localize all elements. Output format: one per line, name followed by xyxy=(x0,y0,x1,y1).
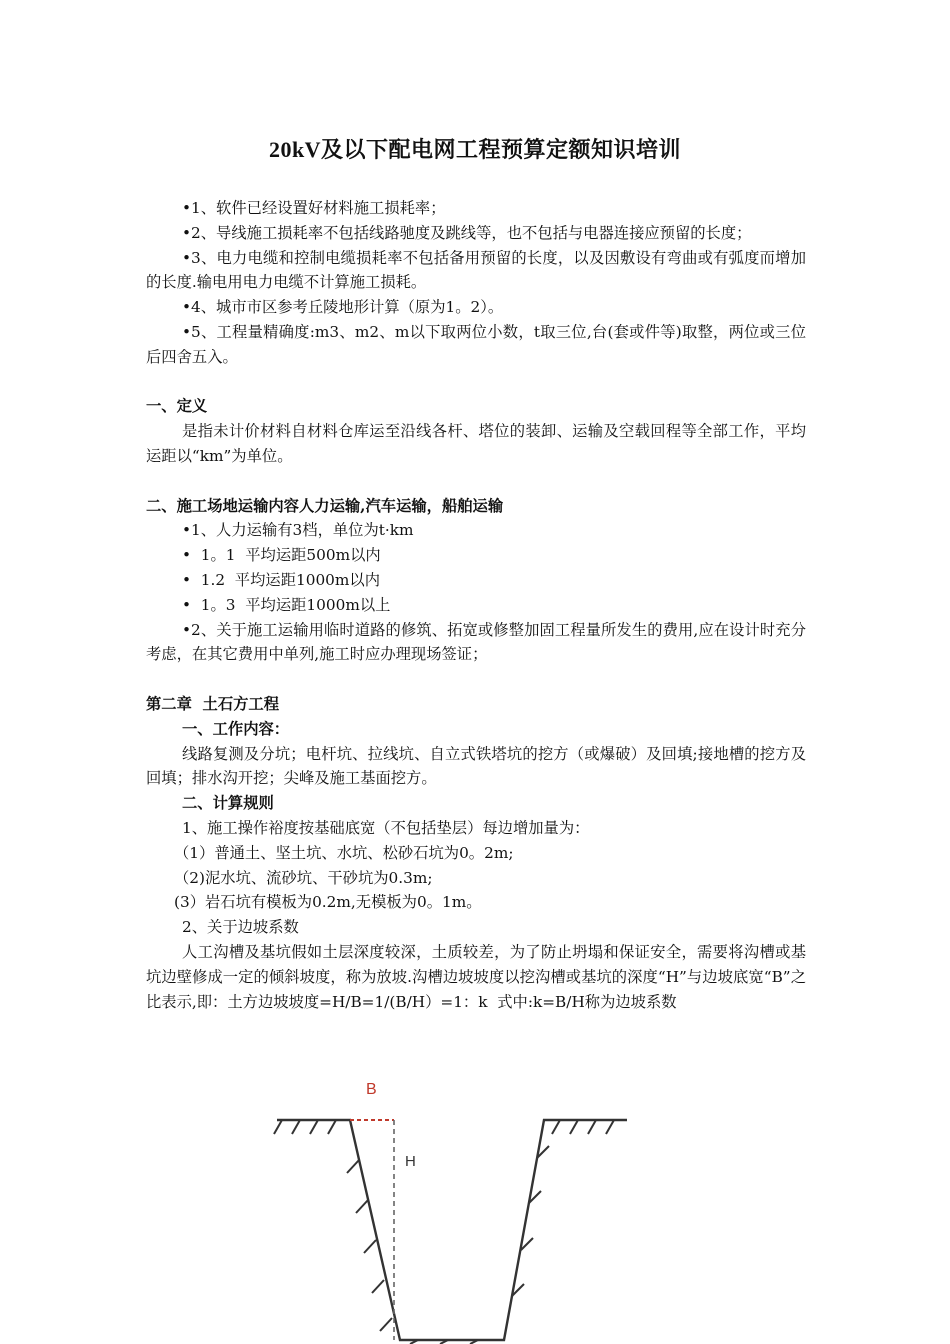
transport-item-1-2: • 1.2 平均运距1000m以内 xyxy=(182,570,381,589)
transport-item-1: •1、人力运输有3档，单位为t·km xyxy=(182,521,414,540)
intro-item-4: •4、城市市区参考丘陵地形计算（原为1。2）。 xyxy=(182,298,504,317)
calc-rule-1-item-3: (3）岩石坑有模板为0.2m,无模板为0。1m。 xyxy=(174,893,482,912)
section-definition-heading: 一、定义 xyxy=(146,397,208,416)
ground-hatching xyxy=(274,1120,614,1344)
transport-item-1-3: • 1。3 平均运距1000m以上 xyxy=(182,595,391,614)
calc-rule-1: 1、施工操作裕度按基础底宽（不包括垫层）每边增加量为： xyxy=(182,818,590,837)
transport-item-2: •2、关于施工运输用临时道路的修筑、拓宽或修整加固工程量所发生的费用,应在设计时充分考虑，在其它费用中单列,施工时应办理现场签证； xyxy=(146,620,806,664)
h-label: H xyxy=(405,1153,416,1170)
b-label: B xyxy=(366,1081,377,1098)
intro-item-5: •5、工程量精确度:m3、m2、m以下取两位小数，t取三位,台(套或件等)取整，两位或三位后四舍五入。 xyxy=(146,322,806,366)
intro-item-3: •3、电力电缆和控制电缆损耗率不包括备用预留的长度，以及因敷设有弯曲或有弧度而增加的长度.输电用电力电缆不计算施工损耗。 xyxy=(146,248,806,292)
section-transport-heading: 二、施工场地运输内容人力运输,汽车运输，船舶运输 xyxy=(146,496,504,515)
chapter2-heading: 第二章 土石方工程 xyxy=(146,694,280,713)
calc-rule-1-item-1: （1）普通土、坚土坑、水坑、松砂石坑为0。2m; xyxy=(174,843,514,862)
work-content-heading: 一、工作内容： xyxy=(182,719,290,738)
trench-profile xyxy=(277,1120,627,1340)
calc-rule-2-text: 人工沟槽及基坑假如土层深度较深，土质较差，为了防止坍塌和保证安全，需要将沟槽或基坑边壁修成一定的倾斜坡度，称为放坡.沟槽边坡坡度以挖沟槽或基坑的深度“H”与边坡底宽“B”之比表示,即：土方边坡坡度=H/B=1/(B/H）=1：k 式中:k=B/H称为边坡系数 xyxy=(146,942,806,1011)
section-definition-text: 是指未计价材料自材料仓库运至沿线各杆、塔位的装卸、运输及空载回程等全部工作，平均运距以“km”为单位。 xyxy=(146,422,806,465)
intro-item-1: •1、软件已经设置好材料施工损耗率； xyxy=(182,199,446,217)
slope-trench-diagram xyxy=(272,1078,632,1344)
calc-rules-heading: 二、计算规则 xyxy=(182,794,274,813)
document-body xyxy=(146,196,806,1014)
transport-item-1-1: • 1。1 平均运距500m以内 xyxy=(182,546,381,565)
calc-rule-1-item-2: （2)泥水坑、流砂坑、干砂坑为0.3m; xyxy=(174,868,433,887)
calc-rule-2: 2、关于边坡系数 xyxy=(182,918,299,937)
page-title: 20kV及以下配电网工程预算定额知识培训 xyxy=(268,137,682,162)
work-content-text: 线路复测及分坑；电杆坑、拉线坑、自立式铁塔坑的挖方（或爆破）及回填;接地槽的挖方及回填；排水沟开挖；尖峰及施工基面挖方。 xyxy=(146,744,806,788)
intro-item-2: •2、导线施工损耗率不包括线路驰度及跳线等，也不包括与电器连接应预留的长度； xyxy=(182,223,752,242)
